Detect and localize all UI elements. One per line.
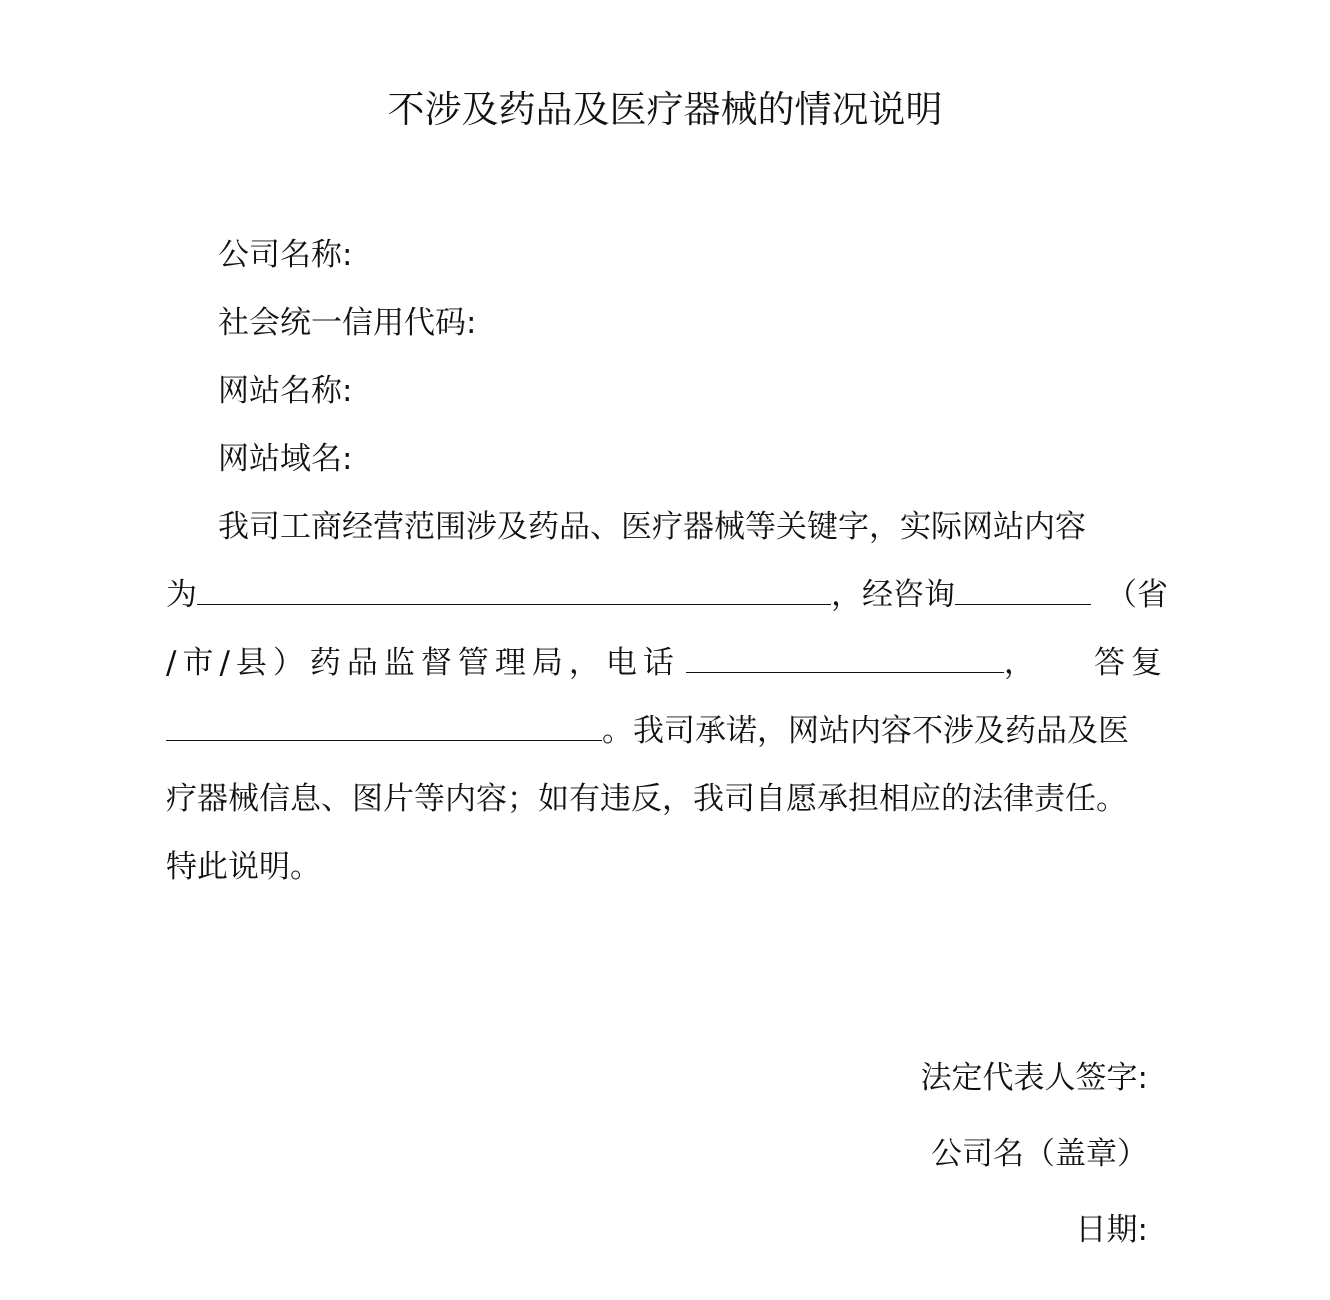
province-blank[interactable] (955, 564, 1091, 605)
company-seal-label: 公司名（盖章） (931, 1136, 1148, 1172)
statement-line-4 (166, 697, 1168, 765)
credit-code-field: 社会统一信用代码: (218, 305, 477, 341)
statement-text: 答复 (1094, 645, 1168, 681)
reply-blank[interactable] (166, 700, 602, 741)
statement-text: （省 (1106, 577, 1168, 613)
statement-text: /市/县）药品监督管理局，电话 (166, 645, 680, 681)
phone-blank[interactable] (686, 632, 1004, 673)
statement-line-3 (166, 629, 1168, 697)
statement-text: ，经咨询 (831, 577, 955, 613)
company-name-field: 公司名称: (218, 237, 353, 273)
signature-block (921, 1040, 1148, 1268)
document-body (166, 221, 1168, 901)
domain-field: 网站域名: (218, 441, 353, 477)
legal-rep-signature-label: 法定代表人签字: (920, 1060, 1148, 1096)
statement-text: 为 (166, 577, 197, 613)
statement-text: ， (1003, 645, 1035, 681)
website-content-blank[interactable] (197, 564, 831, 605)
statement-line-1: 我司工商经营范围涉及药品、医疗器械等关键字，实际网站内容 (218, 509, 1086, 545)
statement-line-5: 疗器械信息、图片等内容；如有违反，我司自愿承担相应的法律责任。 (166, 781, 1127, 817)
document-title: 不涉及药品及医疗器械的情况说明 (387, 88, 943, 131)
date-label: 日期: (1075, 1212, 1148, 1248)
statement-text: 。我司承诺，网站内容不涉及药品及医 (602, 713, 1129, 749)
statement-line-2 (166, 561, 1168, 629)
statement-line-6: 特此说明。 (166, 849, 321, 885)
site-name-field: 网站名称: (218, 373, 353, 409)
